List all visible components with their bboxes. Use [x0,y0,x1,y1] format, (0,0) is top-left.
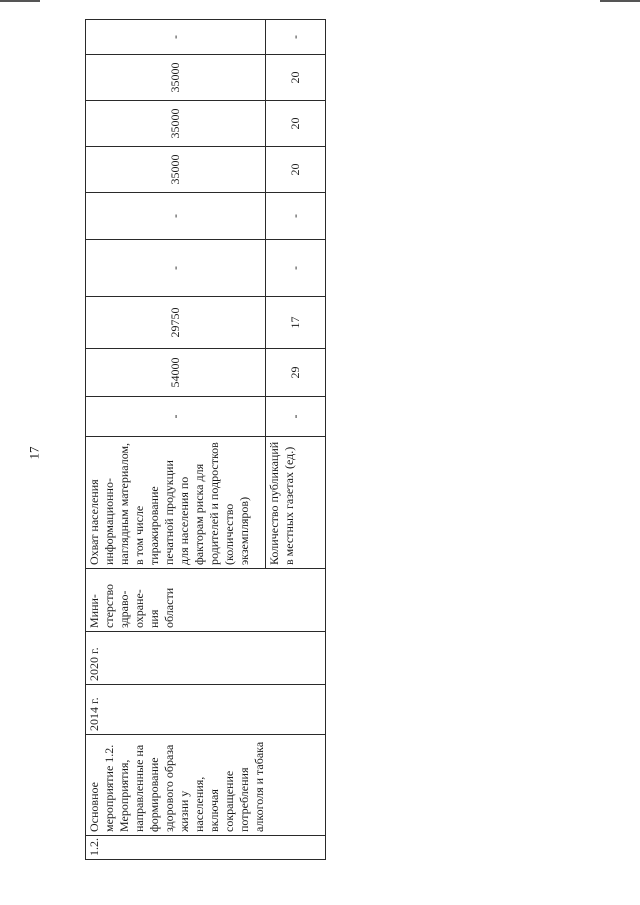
indicator-value-cell: 20 [266,147,326,193]
indicator-value-cell: 35000 [86,101,266,147]
indicator-value-cell: 54000 [86,349,266,397]
indicator-value-cell: - [86,193,266,240]
indicator-name-cell: Охват населения информационно-наглядным материалом, в том числе тиражирование печатной продукции для населения по факторам риска для родителей и подростков (количество экземпляров) [86,437,266,569]
indicator-value-cell: 20 [266,101,326,147]
indicator-value-cell: 17 [266,297,326,349]
indicator-value-cell: 20 [266,55,326,101]
program-measures-table [85,19,326,860]
indicator-value-cell: - [266,20,326,55]
table-row [86,20,266,860]
row-number-cell: 1.2. [86,836,326,860]
indicator-value-cell: 35000 [86,55,266,101]
scan-edge-mark-left [0,0,40,2]
indicator-name-cell: Количество публикаций в местных газетах (ед.) [266,437,326,569]
end-year-cell: 2020 г. [86,632,326,685]
indicator-value-cell: 29 [266,349,326,397]
scan-edge-mark-right [600,0,640,2]
indicator-value-cell: - [266,193,326,240]
measure-name-cell: Основное мероприятие 1.2. Мероприятия, направленные на формирование здорового образа жизни у населения, включая сокращение потребления алкоголя и табака [86,735,326,836]
indicator-value-cell: 35000 [86,147,266,193]
indicator-value-cell: - [86,397,266,437]
indicator-value-cell: - [266,240,326,297]
executor-cell: Мини-стерство здраво-охране-ния области [86,569,326,632]
page-number: 17 [26,446,42,460]
indicator-value-cell: - [266,397,326,437]
indicator-value-cell: 29750 [86,297,266,349]
indicator-value-cell: - [86,240,266,297]
rotated-table-container [85,20,325,860]
start-year-cell: 2014 г. [86,685,326,735]
indicator-value-cell: - [86,20,266,55]
